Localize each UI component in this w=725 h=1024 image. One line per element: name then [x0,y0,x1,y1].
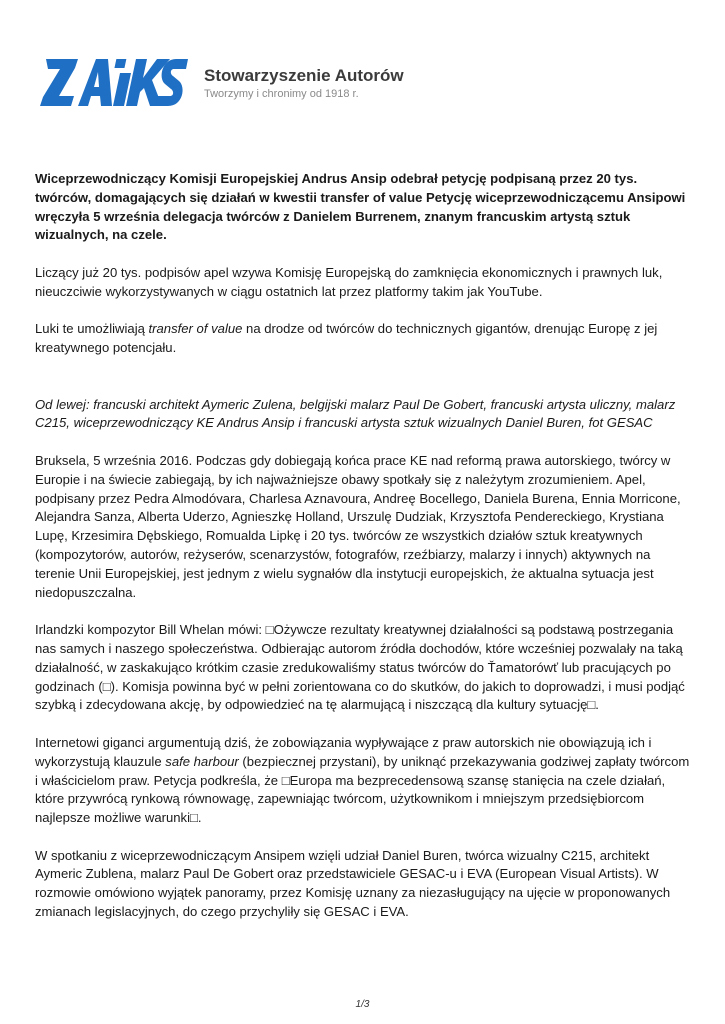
paragraph-5-text-b: (bezpiecznej przystani), by uniknąć przekazywania godziwej zapłaty twórcom i właścicielom praw. Petycja podkreśla, że □Europa ma bezprecedensową szansę stanięcia na czele działań, które przywrócą rynkową równowagę, zapewniając twórcom, użytkownikom i mniejszym przedsiębiorcom najlepsze możliwe warunki□. [35,753,690,826]
paragraph-3: Bruksela, 5 września 2016. Podczas gdy dobiegają końca prace KE nad reformą prawa autorskiego, twórcy w Europie i na świecie zabiegają, by ich najważniejsze obawy spotkały się z należytym zrozumieniem. Apel, podpisany przez Pedra Almodóvara, Charlesa Aznavoura, Andreę Bocellego, Daniela Burena, Ennia Morricone, Alejandra Sanza, Alberta Uderzo, Agnieszkę Holland, Urszulę Dudziak, Krzysztofa Pendereckiego, Krystiana Lupę, Krzesimira Dębskiego, Romualda Lipkę i 20 tys. twórców ze wszystkich działów sztuk kreatywnych (kompozytorów, autorów, reżyserów, scenarzystów, fotografów, rzeźbiarzy, malarzy i innych) aktywnych na terenie Unii Europejskiej, jest jednym z wielu sygnałów dla instytucji europejskich, że aktualna sytuacja jest niedopuszczalna. [35,452,681,600]
zaiks-logo [40,56,190,110]
paragraph-5-text-a: Internetowi giganci argumentują dziś, że zobowiązania wypływające z praw autorskich nie obowiązują ich i wykorzystują klauzule [35,734,652,769]
article-body [35,170,691,941]
page-header [40,56,440,110]
paragraph-2-text-a: Luki te umożliwiają [35,321,149,337]
paragraph-1: Liczący już 20 tys. podpisów apel wzywa Komisję Europejską do zamknięcia ekonomicznych i prawnych luk, nieuczciwie wykorzystywanych w ciągu ostatnich lat przez platformy takim jak YouTube. [35,264,663,299]
paragraph-4: Irlandzki kompozytor Bill Whelan mówi: □Ożywcze rezultaty kreatywnej działalności są podstawą postrzegania nas samych i naszego społeczeństwa. Odbierając autorom źródła dochodów, które wcześniej pozwalały na taką działalność, w zaskakująco krótkim czasie zredukowaliśmy status twórców do Ťamatorówť lub pracujących po godzinach (□). Komisja powinna być w pełni zorientowana co do skutków, do jakich to doprowadzi, i musi podjąć szybką i zdecydowana akcję, by odpowiedzieć na tę alarmującą i niszczącą dla kultury sytuację□. [35,622,685,713]
org-tagline: Tworzymy i chronimy od 1918 r. [204,88,359,100]
paragraph-5-emphasis: safe harbour [165,753,239,769]
org-name: Stowarzyszenie Autorów [204,66,404,85]
paragraph-2 [35,320,691,358]
page-number: 1/3 [355,999,370,1010]
paragraph-2-emphasis: transfer of value [148,321,243,337]
paragraph-6: W spotkaniu z wiceprzewodniczącym Ansipem wzięli udział Daniel Buren, twórca wizualny C215, architekt Aymeric Zublena, malarz Paul De Gobert oraz przedstawiciele GESAC-u i EVA (European Visual Artists). W rozmowie omówiono wyjątek panoramy, przez Komisję uznany za niezasługujący na ujęcie w proponowanych zmianach legislacyjnych, do czego przychyliły się GESAC i EVA. [35,847,671,920]
paragraph-2-text-b: na drodze od twórców do technicznych gigantów, drenując Europę z jej kreatywnego potencjału. [35,321,658,356]
paragraph-5 [35,734,691,828]
article-lead: Wiceprzewodniczący Komisji Europejskiej Andrus Ansip odebrał petycję podpisaną przez 20 tys. twórców, domagających się działań w kwestii transfer of value Petycję wiceprzewodniczącemu Ansipowi wręczyła 5 września delegacja twórców z Danielem Burrenem, znanym francuskim artystą sztuk wizualnych, na czele. [35,171,686,243]
photo-caption: Od lewej: francuski architekt Aymeric Zulena, belgijski malarz Paul De Gobert, francuski artysta uliczny, malarz C215, wiceprzewodniczący KE Andrus Ansip i francuski artysta sztuk wizualnych Daniel Buren, fot GESAC [35,396,676,431]
